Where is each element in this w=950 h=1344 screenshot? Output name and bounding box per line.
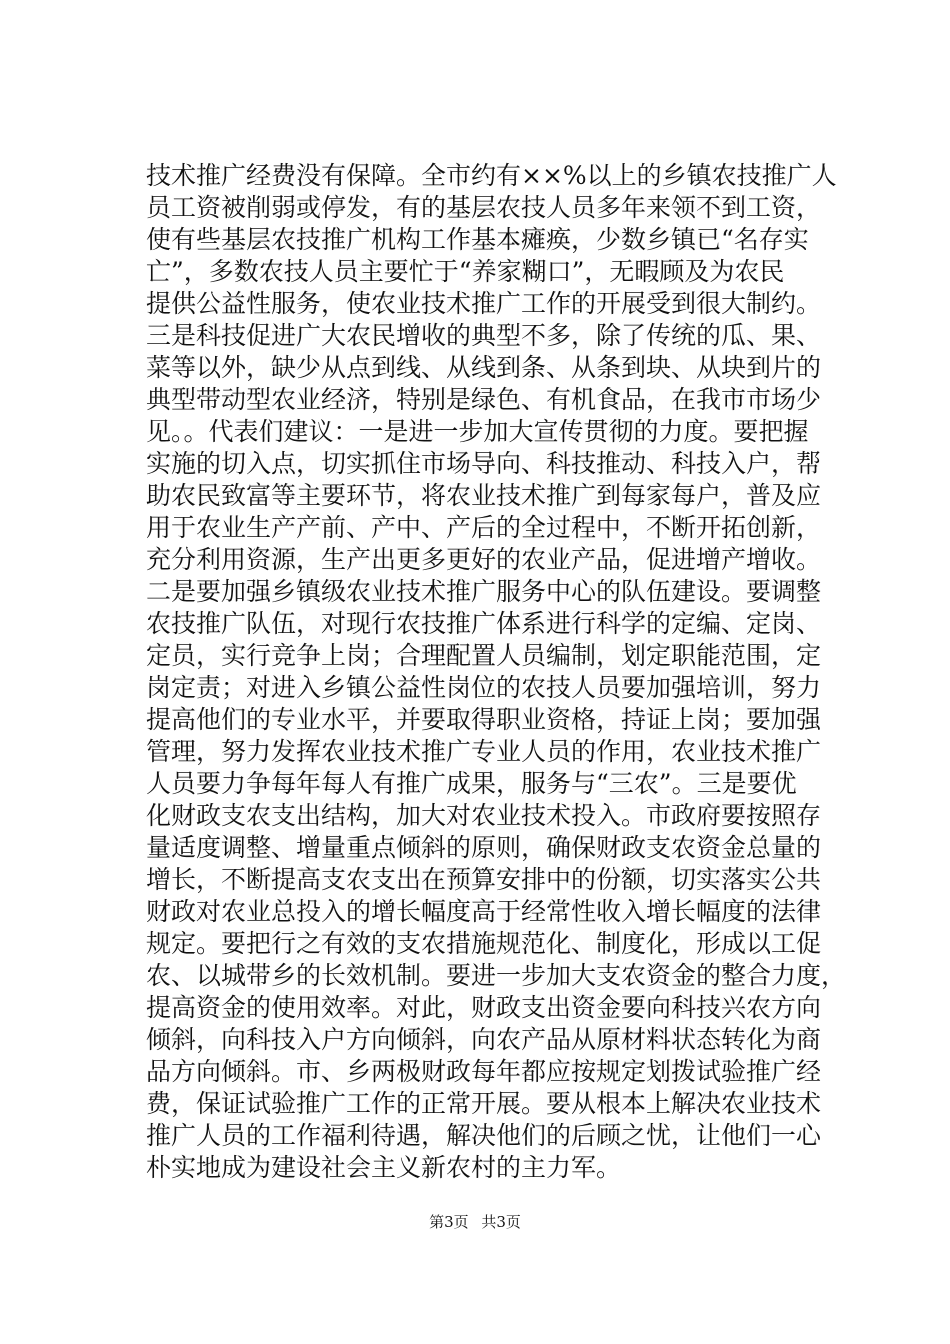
text-line: 推广人员的工作福利待遇，解决他们的后顾之忧，让他们一心 — [146, 1121, 822, 1150]
text-line: 提高资金的使用效率。对此，财政支出资金要向科技兴农方向 — [146, 993, 822, 1022]
text-line: 岗定责；对进入乡镇公益性岗位的农技人员要加强培训，努力 — [146, 673, 822, 702]
text-line: 实施的切入点，切实抓住市场导向、科技推动、科技入户，帮 — [146, 449, 822, 478]
text-line: 财政对农业总投入的增长幅度高于经常性收入增长幅度的法律 — [146, 897, 822, 926]
text-line: 朴实地成为建设社会主义新农村的主力军。 — [146, 1153, 622, 1182]
body-text — [146, 160, 847, 1184]
text-line: 管理，努力发挥农业技术推广专业人员的作用，农业技术推广 — [146, 737, 822, 766]
text-line: 提供公益性服务，使农业技术推广工作的开展受到很大制约。 — [146, 289, 822, 318]
text-line: 技术推广经费没有保障。全市约有××%以上的乡镇农技推广人 — [146, 161, 837, 190]
text-line: 充分利用资源，生产出更多更好的农业产品，促进增产增收。 — [146, 545, 822, 574]
page-number: 第3页 — [429, 1213, 469, 1231]
page-footer — [0, 1212, 950, 1232]
text-line: 典型带动型农业经济，特别是绿色、有机食品，在我市市场少 — [146, 385, 822, 414]
text-line: 二是要加强乡镇级农业技术推广服务中心的队伍建设。要调整 — [146, 577, 822, 606]
text-line: 化财政支农支出结构，加大对农业技术投入。市政府要按照存 — [146, 801, 822, 830]
text-line: 用于农业生产产前、产中、产后的全过程中，不断开拓创新， — [146, 513, 822, 542]
text-line: 助农民致富等主要环节，将农业技术推广到每家每户，普及应 — [146, 481, 822, 510]
text-line: 增长，不断提高支农支出在预算安排中的份额，切实落实公共 — [146, 865, 822, 894]
text-line: 见。。代表们建议：一是进一步加大宣传贯彻的力度。要把握 — [146, 417, 809, 446]
text-line: 费，保证试验推广工作的正常开展。要从根本上解决农业技术 — [146, 1089, 822, 1118]
text-line: 倾斜，向科技入户方向倾斜，向农产品从原材料状态转化为商 — [146, 1025, 822, 1054]
text-line: 提高他们的专业水平，并要取得职业资格，持证上岗；要加强 — [146, 705, 822, 734]
page-total: 共3页 — [481, 1213, 521, 1231]
text-line: 农、以城带乡的长效机制。要进一步加大支农资金的整合力度， — [146, 961, 847, 990]
text-line: 使有些基层农技推广机构工作基本瘫痪，少数乡镇已“名存实 — [146, 225, 809, 254]
text-line: 农技推广队伍，对现行农技推广体系进行科学的定编、定岗、 — [146, 609, 822, 638]
text-line: 定员，实行竞争上岗；合理配置人员编制，划定职能范围，定 — [146, 641, 822, 670]
text-line: 菜等以外，缺少从点到线、从线到条、从条到块、从块到片的 — [146, 353, 822, 382]
text-line: 人员要力争每年每人有推广成果，服务与“三农”。三是要优 — [146, 769, 797, 798]
text-line: 亡”，多数农技人员主要忙于“养家糊口”，无暇顾及为农民 — [146, 257, 785, 286]
text-line: 员工资被削弱或停发，有的基层农技人员多年来领不到工资， — [146, 193, 822, 222]
text-line: 三是科技促进广大农民增收的典型不多，除了传统的瓜、果、 — [146, 321, 822, 350]
text-line: 品方向倾斜。市、乡两极财政每年都应按规定划拨试验推广经 — [146, 1057, 822, 1086]
text-line: 量适度调整、增量重点倾斜的原则，确保财政支农资金总量的 — [146, 833, 822, 862]
text-line: 规定。要把行之有效的支农措施规范化、制度化，形成以工促 — [146, 929, 822, 958]
